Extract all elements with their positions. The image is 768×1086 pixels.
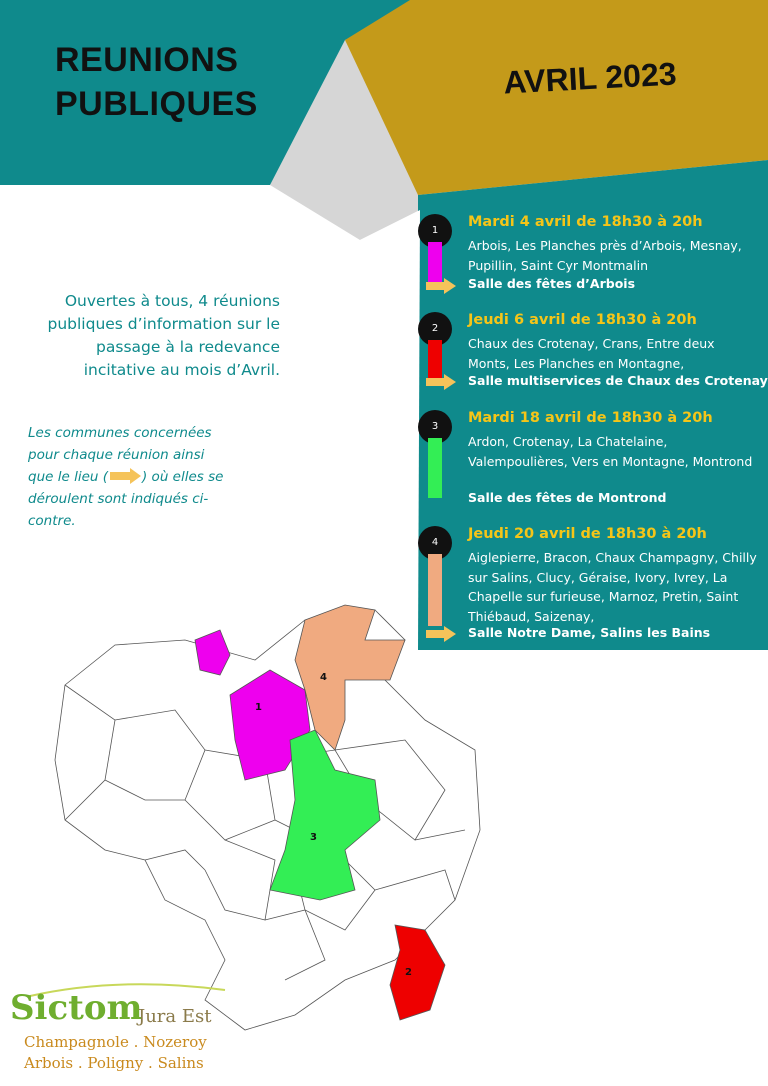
logo-subtitle: Jura Est bbox=[138, 1006, 212, 1027]
logo-name: Sictom bbox=[10, 988, 143, 1028]
meeting-date: Mardi 18 avril de 18h30 à 20h bbox=[468, 410, 713, 426]
meeting-color-bar bbox=[428, 438, 442, 498]
logo-towns-line1: Champagnole . Nozeroy bbox=[24, 1033, 207, 1051]
meeting-towns: Ardon, Crotenay, La Chatelaine, Valempoulières, Vers en Montagne, Montrond bbox=[468, 434, 753, 469]
intro-note-after: ) où elles se déroulent sont indiqués ci-contre. bbox=[28, 469, 224, 529]
meeting-venue: Salle des fêtes de Montrond bbox=[468, 490, 667, 505]
meeting-3 bbox=[418, 410, 763, 510]
page-title bbox=[55, 38, 315, 126]
meeting-number-badge: 4 bbox=[418, 526, 452, 560]
teal-right-panel-tip bbox=[360, 210, 420, 650]
meeting-date: Mardi 4 avril de 18h30 à 20h bbox=[468, 214, 703, 230]
map-zone-1-label: 1 bbox=[255, 702, 262, 713]
meeting-venue: Salle multiservices de Chaux des Crotenay bbox=[468, 373, 768, 388]
venue-arrow-icon bbox=[108, 468, 142, 484]
map-zone-3-label: 3 bbox=[310, 832, 317, 843]
page-title-line2: PUBLIQUES bbox=[55, 85, 258, 123]
venue-arrow-icon bbox=[426, 374, 456, 390]
territory-map bbox=[45, 600, 485, 1040]
meeting-number-badge: 2 bbox=[418, 312, 452, 346]
map-zone-2-label: 2 bbox=[405, 967, 412, 978]
page-title-line1: REUNIONS bbox=[55, 41, 239, 79]
meeting-venue: Salle des fêtes d’Arbois bbox=[468, 276, 636, 291]
logo-towns-line2: Arbois . Poligny . Salins bbox=[24, 1054, 204, 1072]
map-zone-4-label: 4 bbox=[320, 672, 327, 683]
intro-text: Ouvertes à tous, 4 réunions publiques d’information sur le passage à la redevance incitative au mois d’Avril. bbox=[47, 292, 280, 379]
intro-note bbox=[28, 422, 228, 532]
intro-note-before: Les communes concernées pour chaque réunion ainsi que le lieu ( bbox=[28, 425, 212, 485]
sictom-logo bbox=[10, 978, 230, 1078]
meeting-number-badge: 1 bbox=[418, 214, 452, 248]
meeting-date: Jeudi 6 avril de 18h30 à 20h bbox=[468, 312, 697, 328]
meeting-towns: Aiglepierre, Bracon, Chaux Champagny, Chilly sur Salins, Clucy, Géraise, Ivory, Ivrey, La Chapelle sur furieuse, Marnoz, Pretin, Saint Thiébaud, Saizenay, bbox=[468, 550, 757, 624]
meeting-date: Jeudi 20 avril de 18h30 à 20h bbox=[468, 526, 707, 542]
map-zone-2 bbox=[390, 925, 445, 1020]
meeting-venue: Salle Notre Dame, Salins les Bains bbox=[468, 625, 711, 640]
meeting-2 bbox=[418, 312, 768, 392]
meeting-1 bbox=[418, 214, 763, 304]
meeting-towns: Chaux des Crotenay, Crans, Entre deux Monts, Les Planches en Montagne, bbox=[468, 336, 715, 371]
month-banner: AVRIL 2023 bbox=[502, 55, 678, 101]
venue-arrow-icon bbox=[426, 278, 456, 294]
meeting-number-badge: 3 bbox=[418, 410, 452, 444]
meeting-towns: Arbois, Les Planches près d’Arbois, Mesnay, Pupillin, Saint Cyr Montmalin bbox=[468, 238, 742, 273]
